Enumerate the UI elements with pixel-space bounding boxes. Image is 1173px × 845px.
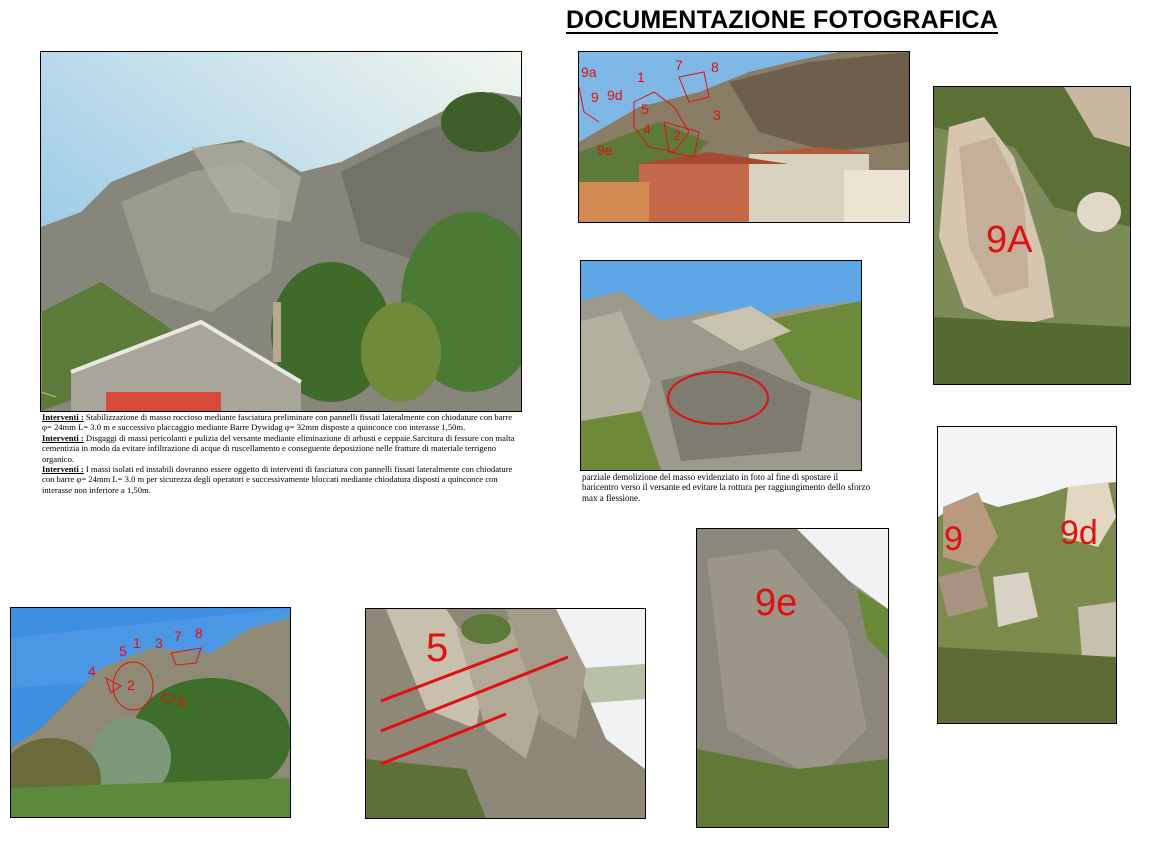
label-5: 5: [119, 643, 127, 659]
label-3: 3: [713, 107, 721, 123]
label-9d: 9d: [1060, 514, 1098, 552]
photo-rocks-9-9d: [937, 426, 1117, 724]
label-6: 6: [178, 694, 186, 710]
caption-paragraph: Interventi : Disgaggi di massi pericolanti e pulizia del versante mediante eliminazione di arbusti e ceppaie.Sarcitura di fessure con malta cementizia in modo da evitare infiltrazione di acque di ruscellamento e conseguente deposizione nelle fratture di materiale terrigeno organico.: [42, 432, 515, 464]
photo-cliff-9e: [696, 528, 889, 828]
photo-boulder-9A: [933, 86, 1131, 385]
photo-houses-annotated: [578, 51, 910, 223]
label-1: 1: [133, 635, 141, 651]
label-5: 5: [426, 626, 449, 670]
caption-paragraph: Interventi : Stabilizzazione di masso roccioso mediante fasciatura preliminare con pannelli fissati lateralmente con chiodature con barre φ= 24mm L= 3.0 m e successivo placcaggio mediante Barre Dywidag φ= 32mm disposte a quinconce con interasse 1,50m.: [42, 412, 513, 433]
main-caption: [42, 412, 522, 495]
label-9A: 9A: [986, 219, 1033, 261]
label-3: 3: [155, 635, 163, 651]
label-8: 8: [195, 625, 203, 641]
label-4: 4: [643, 121, 651, 137]
page-title: DOCUMENTAZIONE FOTOGRAFICA: [566, 6, 999, 34]
label-9a: 9a: [581, 64, 597, 80]
photo-main-cliff: [40, 51, 522, 412]
caption-paragraph: Interventi : I massi isolati ed instabili dovranno essere oggetto di interventi di fasciatura con pannelli fissati lateralmente con chiodature con barre φ= 24mm L= 3.0 m per sicurezza degli operatori e successivamente bloccati mediante chiodatura disposti a quinconce con interasse non inferiore a 1,50m.: [42, 464, 513, 495]
label-9d: 9d: [607, 87, 623, 103]
label-9: 9: [944, 520, 963, 558]
label-7: 7: [174, 628, 182, 644]
middle-caption: parziale demolizione del masso evidenziato in foto al fine di spostare il baricentro verso il versante ed evitare la rottura per raggiungimento dello sforzo max a flessione.: [582, 472, 871, 503]
label-9e: 9e: [597, 142, 613, 158]
label-4: 4: [88, 663, 96, 679]
photo-rock-ellipse: [580, 260, 862, 471]
label-2: 2: [673, 127, 681, 143]
label-8: 8: [711, 59, 719, 75]
label-1: 1: [637, 69, 645, 85]
photo-bottom-annotated: [10, 607, 291, 818]
label-7: 7: [675, 57, 683, 73]
photo-block-5: [365, 608, 646, 819]
label-9e: 9e: [755, 582, 798, 624]
label-5: 5: [641, 101, 649, 117]
label-2: 2: [127, 677, 135, 693]
label-9: 9: [591, 89, 599, 105]
